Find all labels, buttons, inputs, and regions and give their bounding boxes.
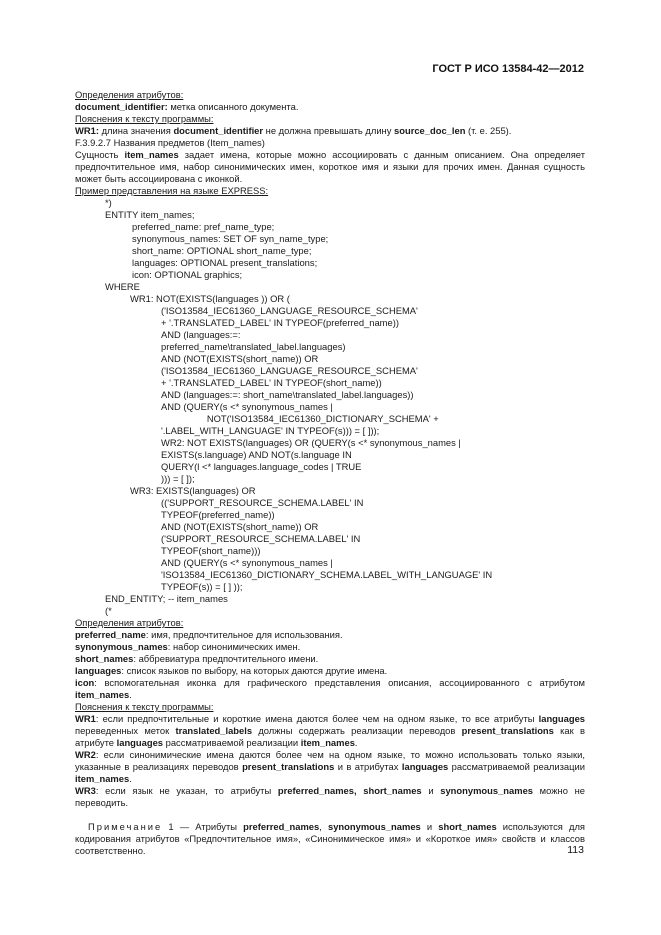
attr-name: short_names [75, 653, 134, 664]
rule-term: languages [401, 761, 449, 772]
code-line: 'ISO13584_IEC61360_DICTIONARY_SCHEMA.LABEL_WITH_LANGUAGE' IN [161, 569, 493, 580]
code-line: synonymous_names: SET OF syn_name_type; [132, 233, 329, 244]
code-line: WHERE [105, 281, 140, 292]
rule-text: должны содержать реализации переводов [252, 725, 462, 736]
rule-text: переведенных меток [75, 725, 176, 736]
attr-name: synonymous_names [75, 641, 168, 652]
intro-text: задает имена, которые можно ассоциировать с данным описанием. Она определяет предпочтительное имя, набор синонимических имен, короткое имя и языки для прочих имен. Данная сущность может быть ассоциирована с иконкой. [75, 149, 585, 184]
rule-term: item_names [300, 737, 355, 748]
attr-desc: : вспомогательная иконка для графического представления описания, ассоциированного с атрибутом [94, 677, 585, 688]
attr-def-languages [75, 665, 585, 677]
code-line: (* [105, 605, 112, 616]
code-line: ('SUPPORT_RESOURCE_SCHEMA.LABEL' IN [161, 533, 361, 544]
code-line: (('SUPPORT_RESOURCE_SCHEMA.LABEL' IN [161, 497, 364, 508]
rule-text: как в атрибуте [75, 725, 585, 748]
note-text: и [420, 821, 439, 832]
attr-desc: : список языков по выбору, на которых даются другие имена. [121, 665, 388, 676]
code-line: languages: OPTIONAL present_translations; [132, 257, 318, 268]
rule-text: не должна превышать длину [263, 125, 395, 136]
note-text: 1 — Атрибуты [162, 821, 244, 832]
code-line: icon: OPTIONAL graphics; [132, 269, 243, 280]
rule-term: present_translations [242, 761, 335, 772]
attr-def-short-names [75, 653, 585, 665]
note-term: synonymous_names [328, 821, 421, 832]
note-text: , [319, 821, 328, 832]
rule-text: рассматриваемой реализации [448, 761, 585, 772]
rule-text: рассматриваемой реализации [163, 737, 301, 748]
rule-label: WR1 [75, 713, 96, 724]
rule-text: и [421, 785, 441, 796]
code-line: '.LABEL_WITH_LANGUAGE' IN TYPEOF(s))) = [ ])); [161, 425, 380, 436]
intro-term: item_names [124, 149, 179, 160]
attr-desc: : имя, предпочтительное для использования. [145, 629, 343, 640]
code-line: + '.TRANSLATED_LABEL' IN TYPEOF(short_name)) [161, 377, 382, 388]
attr-desc: метка описанного документа. [167, 101, 299, 112]
code-line: EXISTS(s.language) AND NOT(s.language IN [161, 449, 352, 460]
page-number: 113 [567, 844, 584, 856]
rule-wr3 [75, 785, 585, 809]
code-line: WR3: EXISTS(languages) OR [130, 485, 256, 496]
code-line: AND (languages:=: short_name\translated_label.languages)) [161, 389, 414, 400]
attr-name: preferred_name [75, 629, 146, 640]
rule-text: : если предпочтительные и короткие имена даются более чем на одном языке, то все атрибуты [95, 713, 539, 724]
attr-desc: . [129, 689, 132, 700]
code-line: *) [105, 197, 112, 208]
code-line: WR1: NOT(EXISTS(languages )) OR ( [130, 293, 290, 304]
code-line: + '.TRANSLATED_LABEL' IN TYPEOF(preferred_name)) [161, 317, 399, 328]
note-text: используются для кодирования атрибутов «Предпочтительное имя», «Синонимическое имя» и «Короткое имя» свойств и классов соответственно. [75, 821, 585, 856]
code-line: AND (NOT(EXISTS(short_name)) OR [161, 521, 319, 532]
section-title: F.3.9.2.7 Названия предметов (Item_names) [75, 137, 265, 148]
rule-term: translated_labels [175, 725, 253, 736]
rules-heading: Пояснения к тексту программы: [75, 113, 214, 124]
code-line: NOT('ISO13584_IEC61360_DICTIONARY_SCHEMA' + [186, 413, 439, 424]
rule-term: present_translations [461, 725, 554, 736]
rule-label: WR1: [75, 125, 99, 136]
rule-text: . [129, 773, 132, 784]
code-line: END_ENTITY; -- item_names [105, 593, 228, 604]
rule-text: можно не переводить. [75, 785, 585, 808]
intro-text: Сущность [75, 149, 125, 160]
rules-heading-2: Пояснения к тексту программы: [75, 701, 214, 712]
attr-desc: : набор синонимических имен. [167, 641, 301, 652]
code-line: ('ISO13584_IEC61360_LANGUAGE_RESOURCE_SCHEMA' [161, 365, 418, 376]
note-label: Примечание [88, 821, 163, 832]
rule-text: : если синонимические имена даются более чем на одном языке, то можно использовать только языки, указанные в реализациях переводов [75, 749, 585, 772]
rule-term: languages [538, 713, 585, 724]
attr-name: icon [75, 677, 95, 688]
rule-term: synonymous_names [440, 785, 533, 796]
attr-def-synonymous-names [75, 641, 585, 653]
rule-text: и в атрибутах [334, 761, 402, 772]
rule-term: document_identifier [173, 125, 264, 136]
code-line: AND (QUERY(s <* synonymous_names | [161, 557, 333, 568]
attr-term: item_names [75, 689, 130, 700]
note-term: preferred_names [243, 821, 320, 832]
rule-term: languages [116, 737, 163, 748]
code-line: preferred_name\translated_label.languages) [161, 341, 346, 352]
attr-defs-heading-2: Определения атрибутов: [75, 617, 184, 628]
note-term: short_names [438, 821, 497, 832]
code-line: ('ISO13584_IEC61360_LANGUAGE_RESOURCE_SCHEMA' [161, 305, 418, 316]
code-line: short_name: OPTIONAL short_name_type; [132, 245, 312, 256]
page-content [75, 89, 585, 857]
express-code-block [75, 197, 585, 617]
rule-wr2 [75, 749, 585, 785]
rule-term: source_doc_len [394, 125, 466, 136]
rule-text: . [354, 737, 358, 748]
rule-text: длина значения [98, 125, 174, 136]
code-line: TYPEOF(preferred_name)) [161, 509, 275, 520]
rule-label: WR3 [75, 785, 96, 796]
code-line: QUERY(l <* languages.language_codes | TRUE [161, 461, 362, 472]
rule-label: WR2 [75, 749, 96, 760]
document-code-header: ГОСТ Р ИСО 13584-42—2012 [432, 63, 584, 75]
code-line: preferred_name: pref_name_type; [132, 221, 275, 232]
attr-name: document_identifier: [75, 101, 168, 112]
rule-wr1 [75, 713, 585, 749]
code-line: AND (QUERY(s <* synonymous_names | [161, 401, 333, 412]
code-line: WR2: NOT EXISTS(languages) OR (QUERY(s <* synonymous_names | [161, 437, 461, 448]
note-1 [75, 821, 585, 857]
attr-name: languages [75, 665, 122, 676]
rule-wr1-doc [75, 125, 585, 137]
code-line: ))) = [ ]); [161, 473, 195, 484]
code-line: ENTITY item_names; [105, 209, 195, 220]
rule-term: preferred_names, short_names [277, 785, 422, 796]
code-line: TYPEOF(s)) = [ ] )); [161, 581, 243, 592]
code-line: TYPEOF(short_name))) [161, 545, 261, 556]
rule-text: (т. е. 255). [465, 125, 512, 136]
express-heading: Пример представления на языке EXPRESS: [75, 185, 269, 196]
section-intro [75, 149, 585, 185]
code-line: AND (NOT(EXISTS(short_name)) OR [161, 353, 319, 364]
rule-term: item_names [75, 773, 130, 784]
attr-def-document-identifier [75, 101, 585, 113]
attr-def-preferred-name [75, 629, 585, 641]
code-line: AND (languages:=: [161, 329, 241, 340]
attr-defs-heading: Определения атрибутов: [75, 89, 184, 100]
rule-text: : если язык не указан, то атрибуты [95, 785, 278, 796]
attr-desc: : аббревиатура предпочтительного имени. [133, 653, 319, 664]
attr-def-icon [75, 677, 585, 701]
